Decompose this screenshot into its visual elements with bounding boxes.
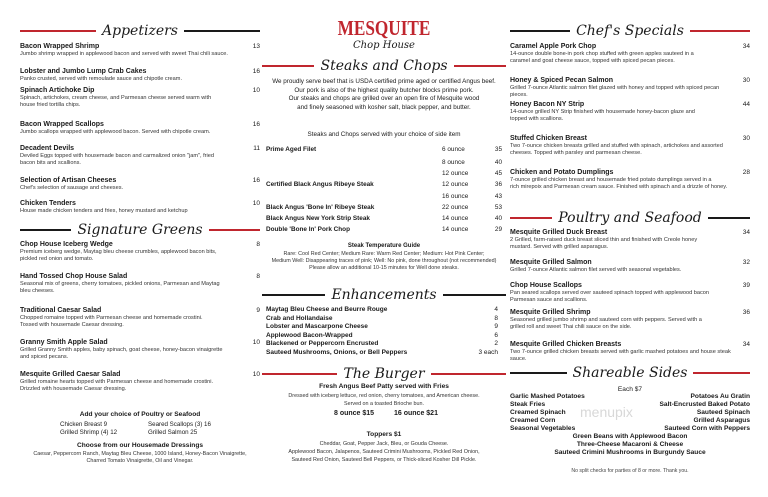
menu-item — [20, 120, 260, 136]
item-price: 34 — [742, 43, 750, 50]
item-description: 14-ounce double bone-in pork chop stuffed with green apples sauteed in a — [510, 51, 694, 57]
menu-item — [20, 86, 260, 109]
item-name: Stuffed Chicken Breast — [510, 135, 588, 142]
item-name: Hand Tossed Chop House Salad — [20, 273, 128, 280]
intro-line: and finely seasoned with kosher salt, black pepper, and butter. — [297, 103, 471, 111]
enhancement-name: Maytag Bleu Cheese and Beurre Rouge — [266, 306, 388, 313]
appetizers-title: Appetizers — [102, 23, 178, 39]
item-description: 7-ounce grilled chicken breast and housemade fried potato dumplings served in a — [510, 177, 712, 183]
menu-item — [510, 258, 750, 274]
temp-line: Rare: Cool Red Center; Medium Rare: Warm Red Center; Medium: Hot Pink Center; — [283, 251, 485, 257]
dressings-line-2: Charred Tomato Vinaigrette, Oil and Vinegar. — [86, 458, 194, 464]
steaks-served-note: Steaks and Chops served with your choice of side item — [307, 131, 461, 138]
addon-scallops: Seared Scallops (3) 16 — [148, 421, 211, 428]
temp-line: Medium Well: Disappearing traces of pink; Well: No pink, done throughout (not recommended) — [271, 258, 497, 264]
burger-header — [262, 366, 506, 382]
appetizers-header — [20, 23, 260, 39]
enhancement-name: Applewood Bacon-Wrapped — [266, 331, 353, 339]
enhancement-name: Crab and Hollandaise — [266, 314, 333, 322]
side-item: Sauteed Crimini Mushrooms in Burgundy Sauce — [554, 449, 706, 456]
item-price: 28 — [742, 169, 750, 176]
specials-header — [510, 23, 750, 39]
steak-size: 16 ounce — [442, 193, 469, 200]
logo-subtitle: Chop House — [353, 40, 415, 51]
side-item: Green Beans with Applewood Bacon — [572, 433, 688, 440]
item-description: Two 7-ounce grilled chicken breasts served with garlic mashed potatoes and house steak sauce. — [510, 349, 731, 362]
temp-guide-title: Steak Temperature Guide — [347, 243, 421, 249]
item-price: 39 — [742, 282, 750, 289]
steak-price: 29 — [494, 226, 502, 233]
enhancement-item — [266, 315, 498, 323]
side-item: Grilled Asparagus — [693, 417, 750, 424]
item-description: cheeses. Topped with parsley and parmesan cheese. — [510, 150, 642, 156]
burger-name: Fresh Angus Beef Patty served with Fries — [319, 383, 449, 390]
item-price: 44 — [742, 101, 750, 108]
menu-item — [20, 272, 260, 295]
item-name: Chop House Scallops — [510, 282, 582, 289]
addon-chicken: Chicken Breast 9 — [60, 421, 108, 428]
item-name: Traditional Caesar Salad — [20, 307, 102, 314]
menu-item — [20, 42, 260, 58]
burger-desc: Served on a toasted Brioche bun. — [343, 401, 424, 407]
item-name: Selection of Artisan Cheeses — [20, 177, 117, 184]
item-description: Grilled romaine hearts topped with Parmesan cheese and homemade crostini. — [20, 379, 214, 385]
steaks-intro — [262, 78, 506, 112]
addons-title: Add your choice of Poultry or Seafood — [79, 411, 201, 418]
item-name: Granny Smith Apple Salad — [20, 339, 108, 346]
steak-price: 40 — [494, 159, 502, 166]
steak-size: 22 ounce — [442, 204, 469, 211]
item-price: 16 — [252, 177, 260, 184]
side-item: Creamed Spinach — [510, 409, 566, 416]
item-description: Premium iceberg wedge, Maytag bleu cheese crumbles, applewood bacon bits, — [20, 249, 217, 255]
dressings-line-1: Caesar, Peppercorn Ranch, Maytag Bleu Cheese, 1000 Island, Honey-Bacon Vinaigrette, — [33, 451, 247, 457]
steak-size: 6 ounce — [442, 146, 465, 153]
side-item: Sauteed Corn with Peppers — [664, 425, 750, 432]
item-description: house fried tortilla chips. — [20, 102, 81, 108]
menu-item — [510, 42, 750, 65]
item-name: Honey Bacon NY Strip — [510, 101, 585, 108]
topper-line: Applewood Bacon, Jalapenos, Sauteed Crimini Mushrooms, Pickled Red Onion, — [288, 449, 480, 455]
burger-size-16oz: 16 ounce $21 — [394, 410, 438, 417]
item-name: Chop House Iceberg Wedge — [20, 241, 113, 248]
greens-title: Signature Greens — [77, 222, 203, 238]
item-price: 32 — [742, 259, 750, 266]
item-name: Bacon Wrapped Shrimp — [20, 43, 100, 50]
item-name: Honey & Spiced Pecan Salmon — [510, 77, 614, 84]
item-price: 10 — [252, 339, 260, 346]
menu-item — [510, 340, 750, 363]
sides-title: Shareable Sides — [572, 365, 688, 381]
item-name: Chicken and Potato Dumplings — [510, 169, 614, 176]
item-description: topped with scallions. — [510, 116, 564, 122]
side-item: Steak Fries — [510, 401, 546, 408]
enhancement-price: 9 — [494, 323, 498, 330]
left-column — [20, 0, 260, 497]
burger-desc: Dressed with iceberg lettuce, red onion, cherry tomatoes, and American cheese. — [288, 393, 480, 399]
item-description: Seasoned grilled jumbo shrimp and sauteed corn with peppers. Served with a — [510, 317, 702, 323]
item-price: 8 — [256, 241, 260, 248]
enhancement-price: 2 — [494, 340, 498, 347]
item-description: Chopped romaine topped with Parmesan cheese and homemade crostini. — [20, 315, 203, 321]
steak-price: 36 — [494, 181, 502, 188]
menu-item — [20, 240, 260, 263]
item-description: Grilled 7-ounce Atlantic salmon filet glazed with honey and topped with spiced pecan pieces. — [510, 85, 720, 98]
temp-line: Please allow an additional 10-15 minutes for Well done steaks. — [309, 265, 459, 271]
steak-price: 40 — [494, 215, 502, 222]
item-price: 16 — [252, 68, 260, 75]
addon-salmon: Grilled Salmon 25 — [148, 429, 198, 436]
steak-name: Prime Aged Filet — [266, 146, 317, 153]
steak-price: 43 — [494, 193, 502, 200]
poultry-header — [510, 210, 750, 226]
item-price: 34 — [742, 341, 750, 348]
item-name: Chicken Tenders — [20, 200, 76, 207]
side-item: Salt-Encrusted Baked Potato — [659, 401, 750, 408]
menu-item — [20, 67, 260, 83]
menu-item — [510, 281, 750, 304]
steaks-header — [262, 58, 506, 74]
steak-name: Double 'Bone In' Pork Chop — [266, 226, 350, 233]
steak-size: 14 ounce — [442, 215, 469, 222]
steak-price: 53 — [494, 204, 502, 211]
steak-price: 45 — [494, 170, 502, 177]
logo-wordmark: MESQUITE — [337, 16, 431, 40]
addon-shrimp: Grilled Shrimp (4) 12 — [60, 429, 118, 436]
side-item: Garlic Mashed Potatoes — [510, 393, 585, 400]
menu-item — [20, 144, 260, 167]
enhancement-name: Lobster and Mascarpone Cheese — [266, 323, 368, 330]
item-name: Mesquite Grilled Shrimp — [510, 309, 591, 316]
item-description: pickled red onion and tomato. — [20, 256, 94, 262]
steak-price: 35 — [494, 146, 502, 153]
intro-line: We proudly serve beef that is USDA certified prime aged or certified Angus beef. — [272, 78, 496, 85]
sides-center-list — [510, 433, 750, 457]
side-item: Potatoes Au Gratin — [690, 393, 750, 400]
item-description: Chef's selection of sausage and cheeses. — [20, 185, 124, 191]
enhancement-price: 6 — [494, 331, 498, 339]
enhancement-item — [266, 332, 498, 340]
item-description: grilled roll and sweet Thai chili sauce on the side. — [510, 324, 632, 330]
split-check-note: No split checks for parties of 8 or more. Thank you. — [571, 468, 689, 474]
menu-item — [510, 308, 750, 331]
item-description: House made chicken tenders and fries, honey mustard and ketchup — [20, 208, 188, 214]
item-description: 2 Grilled, farm-raised duck breast sliced thin and finished with Creole honey — [510, 237, 698, 243]
item-description: Deviled Eggs topped with housemade bacon and carmalized onion "jam", fried — [20, 153, 214, 159]
menu-item — [510, 168, 750, 191]
greens-header — [20, 222, 260, 238]
center-column — [262, 0, 506, 497]
side-item: Seasonal Vegetables — [510, 425, 576, 432]
side-item: Three-Cheese Macaroni & Cheese — [576, 441, 684, 448]
item-price: 10 — [252, 200, 260, 207]
item-price: 34 — [742, 229, 750, 236]
menu-item — [510, 100, 750, 123]
item-name: Spinach Artichoke Dip — [20, 87, 95, 94]
steak-size: 8 ounce — [442, 159, 465, 166]
item-name: Decadent Devils — [20, 145, 75, 152]
enhancement-item — [266, 349, 498, 357]
item-description: Spinach, artichokes, cream cheese, and Parmesan cheese served warm with — [20, 95, 212, 101]
enhancement-name: Sauteed Mushrooms, Onions, or Bell Peppers — [266, 348, 408, 356]
item-price: 16 — [252, 121, 260, 128]
item-name: Mesquite Grilled Salmon — [510, 259, 592, 266]
enhancement-price: 3 each — [478, 348, 498, 356]
item-name: Mesquite Grilled Caesar Salad — [20, 371, 121, 378]
topper-line: Sauteed Red Onion, Sauteed Bell Peppers, or Thick-sliced Kosher Dill Pickle. — [291, 457, 477, 463]
item-description: Tossed with housemade Caesar dressing. — [20, 322, 124, 328]
menu-item — [20, 306, 260, 329]
item-price: 36 — [742, 309, 750, 316]
item-description: caramel and goat cheese sauce, topped with spiced pecan pieces. — [510, 58, 675, 64]
specials-title: Chef's Specials — [576, 23, 684, 39]
item-description: Grilled 7-ounce Atlantic salmon filet served with seasonal vegetables. — [510, 267, 682, 273]
item-description: bacon bits and scallions. — [20, 160, 81, 166]
enhancement-price: 8 — [494, 314, 498, 322]
item-description: Drizzled with housemade Caesar dressing. — [20, 386, 127, 392]
side-item: Creamed Corn — [510, 417, 556, 424]
item-description: 14-ounce grilled NY Strip finished with housemade honey-bacon glaze and — [510, 109, 695, 115]
sides-right-list — [620, 393, 750, 433]
enhancements-header — [262, 287, 506, 303]
steak-size: 12 ounce — [442, 170, 469, 177]
sides-price: Each $7 — [617, 386, 643, 393]
item-price: 10 — [252, 371, 260, 378]
item-name: Caramel Apple Pork Chop — [510, 43, 597, 50]
item-price: 11 — [253, 145, 260, 152]
item-description: Jumbo scallops wrapped with applewood bacon. Served with chipotle cream. — [20, 129, 211, 135]
item-price: 30 — [742, 77, 750, 84]
burger-title: The Burger — [343, 366, 425, 382]
steak-name: Certified Black Angus Ribeye Steak — [266, 181, 374, 188]
item-description: Grilled Granny Smith apples, baby spinach, goat cheese, honey-bacon vinaigrette — [20, 347, 223, 353]
intro-line: Our steaks and chops are grilled over an open fire of Mesquite wood — [288, 95, 480, 103]
right-column — [510, 0, 750, 497]
enhancement-item — [266, 340, 498, 348]
menu-item — [510, 134, 750, 157]
item-name: Mesquite Grilled Chicken Breasts — [510, 341, 622, 348]
menu-item — [510, 76, 750, 99]
enhancement-item — [266, 323, 498, 331]
menu-item — [20, 370, 260, 393]
item-name: Lobster and Jumbo Lump Crab Cakes — [20, 68, 147, 75]
item-description: and spiced pecans. — [20, 354, 69, 360]
item-price: 30 — [742, 135, 750, 142]
steaks-title: Steaks and Chops — [320, 58, 448, 74]
enhancement-price: 4 — [494, 306, 498, 313]
topper-line: Cheddar, Goat, Pepper Jack, Bleu, or Gouda Cheese. — [319, 441, 449, 447]
item-description: Parmesan sauce and scallions. — [510, 297, 588, 303]
item-description: bleu cheeses. — [20, 288, 55, 294]
menu-item — [20, 199, 260, 215]
item-description: Two 7-ounce chicken breasts grilled and stuffed with spinach, artichokes and assorted — [510, 143, 723, 149]
item-description: rich mirepoix and Parmesan cream sauce. Finished with spinach and a drizzle of honey. — [510, 184, 728, 190]
menu-item — [20, 176, 260, 192]
steak-name: Black Angus New York Strip Steak — [266, 215, 370, 222]
item-description: Panko crusted, served with remoulade sauce and chipotle cream. — [20, 76, 182, 82]
sides-header — [510, 365, 750, 381]
steak-name: Black Angus 'Bone In' Ribeye Steak — [266, 204, 375, 211]
burger-size-8oz: 8 ounce $15 — [334, 410, 375, 417]
poultry-title: Poultry and Seafood — [558, 210, 702, 226]
enhancement-item — [266, 306, 498, 314]
item-name: Mesquite Grilled Duck Breast — [510, 229, 608, 236]
item-price: 13 — [252, 43, 260, 50]
steak-size: 12 ounce — [442, 181, 469, 188]
item-price: 10 — [252, 87, 260, 94]
menu-item — [20, 338, 260, 361]
side-item: Sauteed Spinach — [696, 409, 750, 416]
item-price: 9 — [256, 307, 260, 314]
dressings-title: Choose from our Housemade Dressings — [76, 442, 204, 449]
toppers-title: Toppers $1 — [366, 431, 402, 438]
item-description: mustard. Served with grilled asparagus. — [510, 244, 609, 250]
item-price: 8 — [256, 273, 260, 280]
enhancements-title: Enhancements — [331, 287, 437, 303]
enhancement-name: Blackened or Peppercorn Encrusted — [266, 340, 379, 347]
item-description: Jumbo shrimp wrapped in applewood bacon and served with sweet Thai chili sauce. — [20, 51, 228, 57]
item-description: Pan seared scallops served over sauteed spinach topped with applewood bacon — [510, 290, 710, 296]
watermark: menupix — [580, 404, 633, 420]
intro-line: Our pork is also of the highest quality butcher blocks prime pork. — [294, 86, 474, 94]
menu-item — [510, 228, 750, 251]
item-description: Seasonal mix of greens, cherry tomatoes, pickled onions, Parmesan and Maytag — [20, 281, 220, 287]
item-name: Bacon Wrapped Scallops — [20, 121, 104, 128]
steak-size: 14 ounce — [442, 226, 469, 233]
